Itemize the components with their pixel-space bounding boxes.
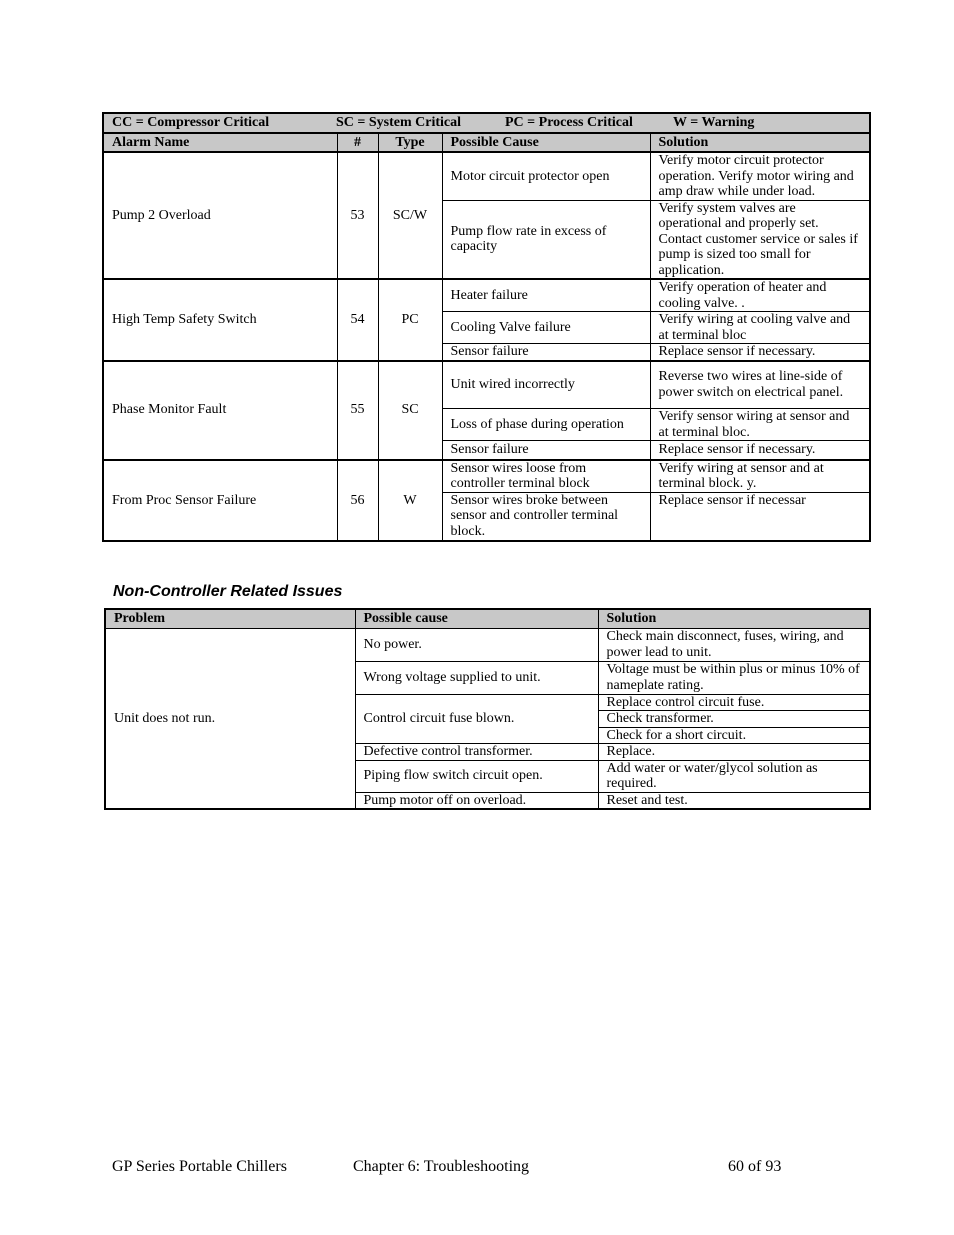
alarm-name: Phase Monitor Fault — [103, 361, 337, 460]
solution: Reset and test. — [598, 792, 870, 809]
footer-page-number: 60 of 93 — [728, 1158, 782, 1175]
alarm-number: 55 — [337, 361, 378, 460]
possible-cause: Cooling Valve failure — [442, 312, 650, 344]
possible-cause: Control circuit fuse blown. — [355, 694, 598, 744]
table-row — [103, 152, 870, 200]
alarm-type: W — [378, 460, 442, 542]
alarm-type: SC/W — [378, 152, 442, 279]
solution: Reverse two wires at line-side of power switch on electrical panel. — [650, 361, 870, 409]
alarm-number: 53 — [337, 152, 378, 279]
non-controller-issues-table — [104, 608, 871, 810]
possible-cause: Wrong voltage supplied to unit. — [355, 661, 598, 694]
solution: Voltage must be within plus or minus 10% of nameplate rating. — [598, 661, 870, 694]
solution: Replace sensor if necessary. — [650, 344, 870, 361]
possible-cause: Pump motor off on overload. — [355, 792, 598, 809]
header-solution: Solution — [650, 133, 870, 153]
header-solution: Solution — [598, 609, 870, 628]
possible-cause: Pump flow rate in excess of capacity — [442, 200, 650, 279]
possible-cause: No power. — [355, 628, 598, 661]
possible-cause: Defective control transformer. — [355, 744, 598, 761]
alarm-troubleshooting-table — [102, 112, 871, 542]
alarm-name: From Proc Sensor Failure — [103, 460, 337, 542]
possible-cause: Heater failure — [442, 279, 650, 312]
alarm-number: 56 — [337, 460, 378, 542]
solution: Check main disconnect, fuses, wiring, and power lead to unit. — [598, 628, 870, 661]
alarm-type: SC — [378, 361, 442, 460]
solution: Verify wiring at sensor and at terminal block. y. — [650, 460, 870, 493]
alarm-header-row — [103, 133, 870, 153]
solution: Add water or water/glycol solution as required. — [598, 760, 870, 792]
footer-chapter: Chapter 6: Troubleshooting — [353, 1158, 530, 1175]
header-possible-cause: Possible cause — [355, 609, 598, 628]
possible-cause: Sensor wires broke between sensor and controller terminal block. — [442, 492, 650, 541]
footer-manual-title: GP Series Portable Chillers — [112, 1158, 287, 1175]
section-title: Non-Controller Related Issues — [113, 583, 343, 600]
solution: Replace. — [598, 744, 870, 761]
alarm-type: PC — [378, 279, 442, 361]
header-number: # — [337, 133, 378, 153]
table-row — [103, 279, 870, 312]
possible-cause: Sensor wires loose from controller terminal block — [442, 460, 650, 493]
possible-cause: Sensor failure — [442, 344, 650, 361]
type-legend-row — [103, 113, 870, 133]
legend-warning: W = Warning — [673, 115, 755, 130]
header-problem: Problem — [105, 609, 355, 628]
solution: Verify operation of heater and cooling valve. . — [650, 279, 870, 312]
header-alarm-name: Alarm Name — [103, 133, 337, 153]
possible-cause: Loss of phase during operation — [442, 409, 650, 441]
legend-system-critical: SC = System Critical — [336, 115, 462, 130]
solution: Replace sensor if necessary. — [650, 441, 870, 460]
legend-process-critical: PC = Process Critical — [505, 115, 633, 130]
problem: Unit does not run. — [105, 628, 355, 809]
possible-cause: Motor circuit protector open — [442, 152, 650, 200]
possible-cause: Unit wired incorrectly — [442, 361, 650, 409]
issues-header-row — [105, 609, 870, 628]
possible-cause: Sensor failure — [442, 441, 650, 460]
possible-cause: Piping flow switch circuit open. — [355, 760, 598, 792]
alarm-name: High Temp Safety Switch — [103, 279, 337, 361]
alarm-number: 54 — [337, 279, 378, 361]
header-possible-cause: Possible Cause — [442, 133, 650, 153]
solution: Verify system valves are operational and properly set. Contact customer service or sales if pump is sized too small for application. — [650, 200, 870, 279]
legend-compressor-critical: CC = Compressor Critical — [112, 115, 270, 130]
solution: Check for a short circuit. — [598, 727, 870, 744]
solution: Replace sensor if necessar — [650, 492, 870, 541]
table-row — [103, 460, 870, 493]
solution: Check transformer. — [598, 711, 870, 728]
solution: Verify sensor wiring at sensor and at terminal bloc. — [650, 409, 870, 441]
table-row — [105, 628, 870, 661]
solution: Verify wiring at cooling valve and at terminal bloc — [650, 312, 870, 344]
solution: Replace control circuit fuse. — [598, 694, 870, 711]
header-type: Type — [378, 133, 442, 153]
alarm-name: Pump 2 Overload — [103, 152, 337, 279]
solution: Verify motor circuit protector operation. Verify motor wiring and amp draw while under load. — [650, 152, 870, 200]
table-row — [103, 361, 870, 409]
